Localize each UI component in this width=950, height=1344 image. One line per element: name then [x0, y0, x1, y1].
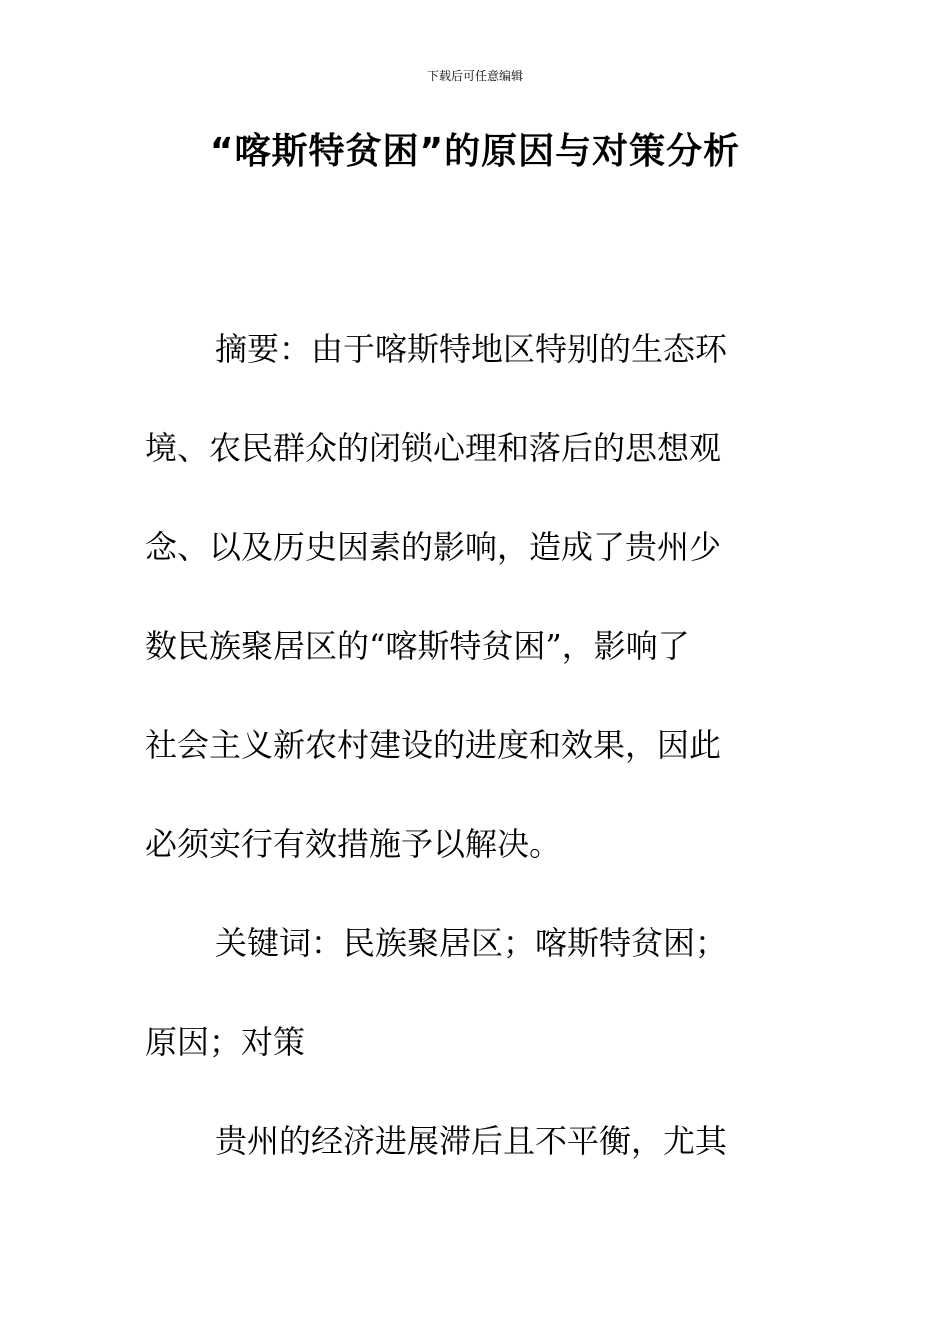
- intro-line: 贵州的经济进展滞后且不平衡，尤其: [215, 1122, 728, 1160]
- abstract-line: 念、以及历史因素的影响，造成了贵州少: [145, 528, 722, 566]
- abstract-line: 必须实行有效措施予以解决。: [145, 825, 562, 863]
- intro-paragraph: [145, 1092, 785, 1191]
- document-title: “喀斯特贫困”的原因与对策分析: [209, 131, 741, 172]
- abstract-paragraph: [145, 300, 785, 894]
- abstract-line: 境、农民群众的闭锁心理和落后的思想观: [145, 429, 722, 467]
- document-body: [145, 300, 785, 1191]
- abstract-line: 摘要：由于喀斯特地区特别的生态环: [215, 330, 728, 368]
- keywords-paragraph: [145, 894, 785, 1092]
- header-note: 下载后可任意编辑: [426, 69, 523, 83]
- keywords-line: 关键词：民族聚居区；喀斯特贫困；: [215, 924, 728, 962]
- keywords-line: 原因；对策: [145, 1023, 306, 1061]
- abstract-line: 数民族聚居区的“喀斯特贫困”，影响了: [145, 627, 690, 665]
- abstract-line: 社会主义新农村建设的进度和效果，因此: [145, 726, 722, 764]
